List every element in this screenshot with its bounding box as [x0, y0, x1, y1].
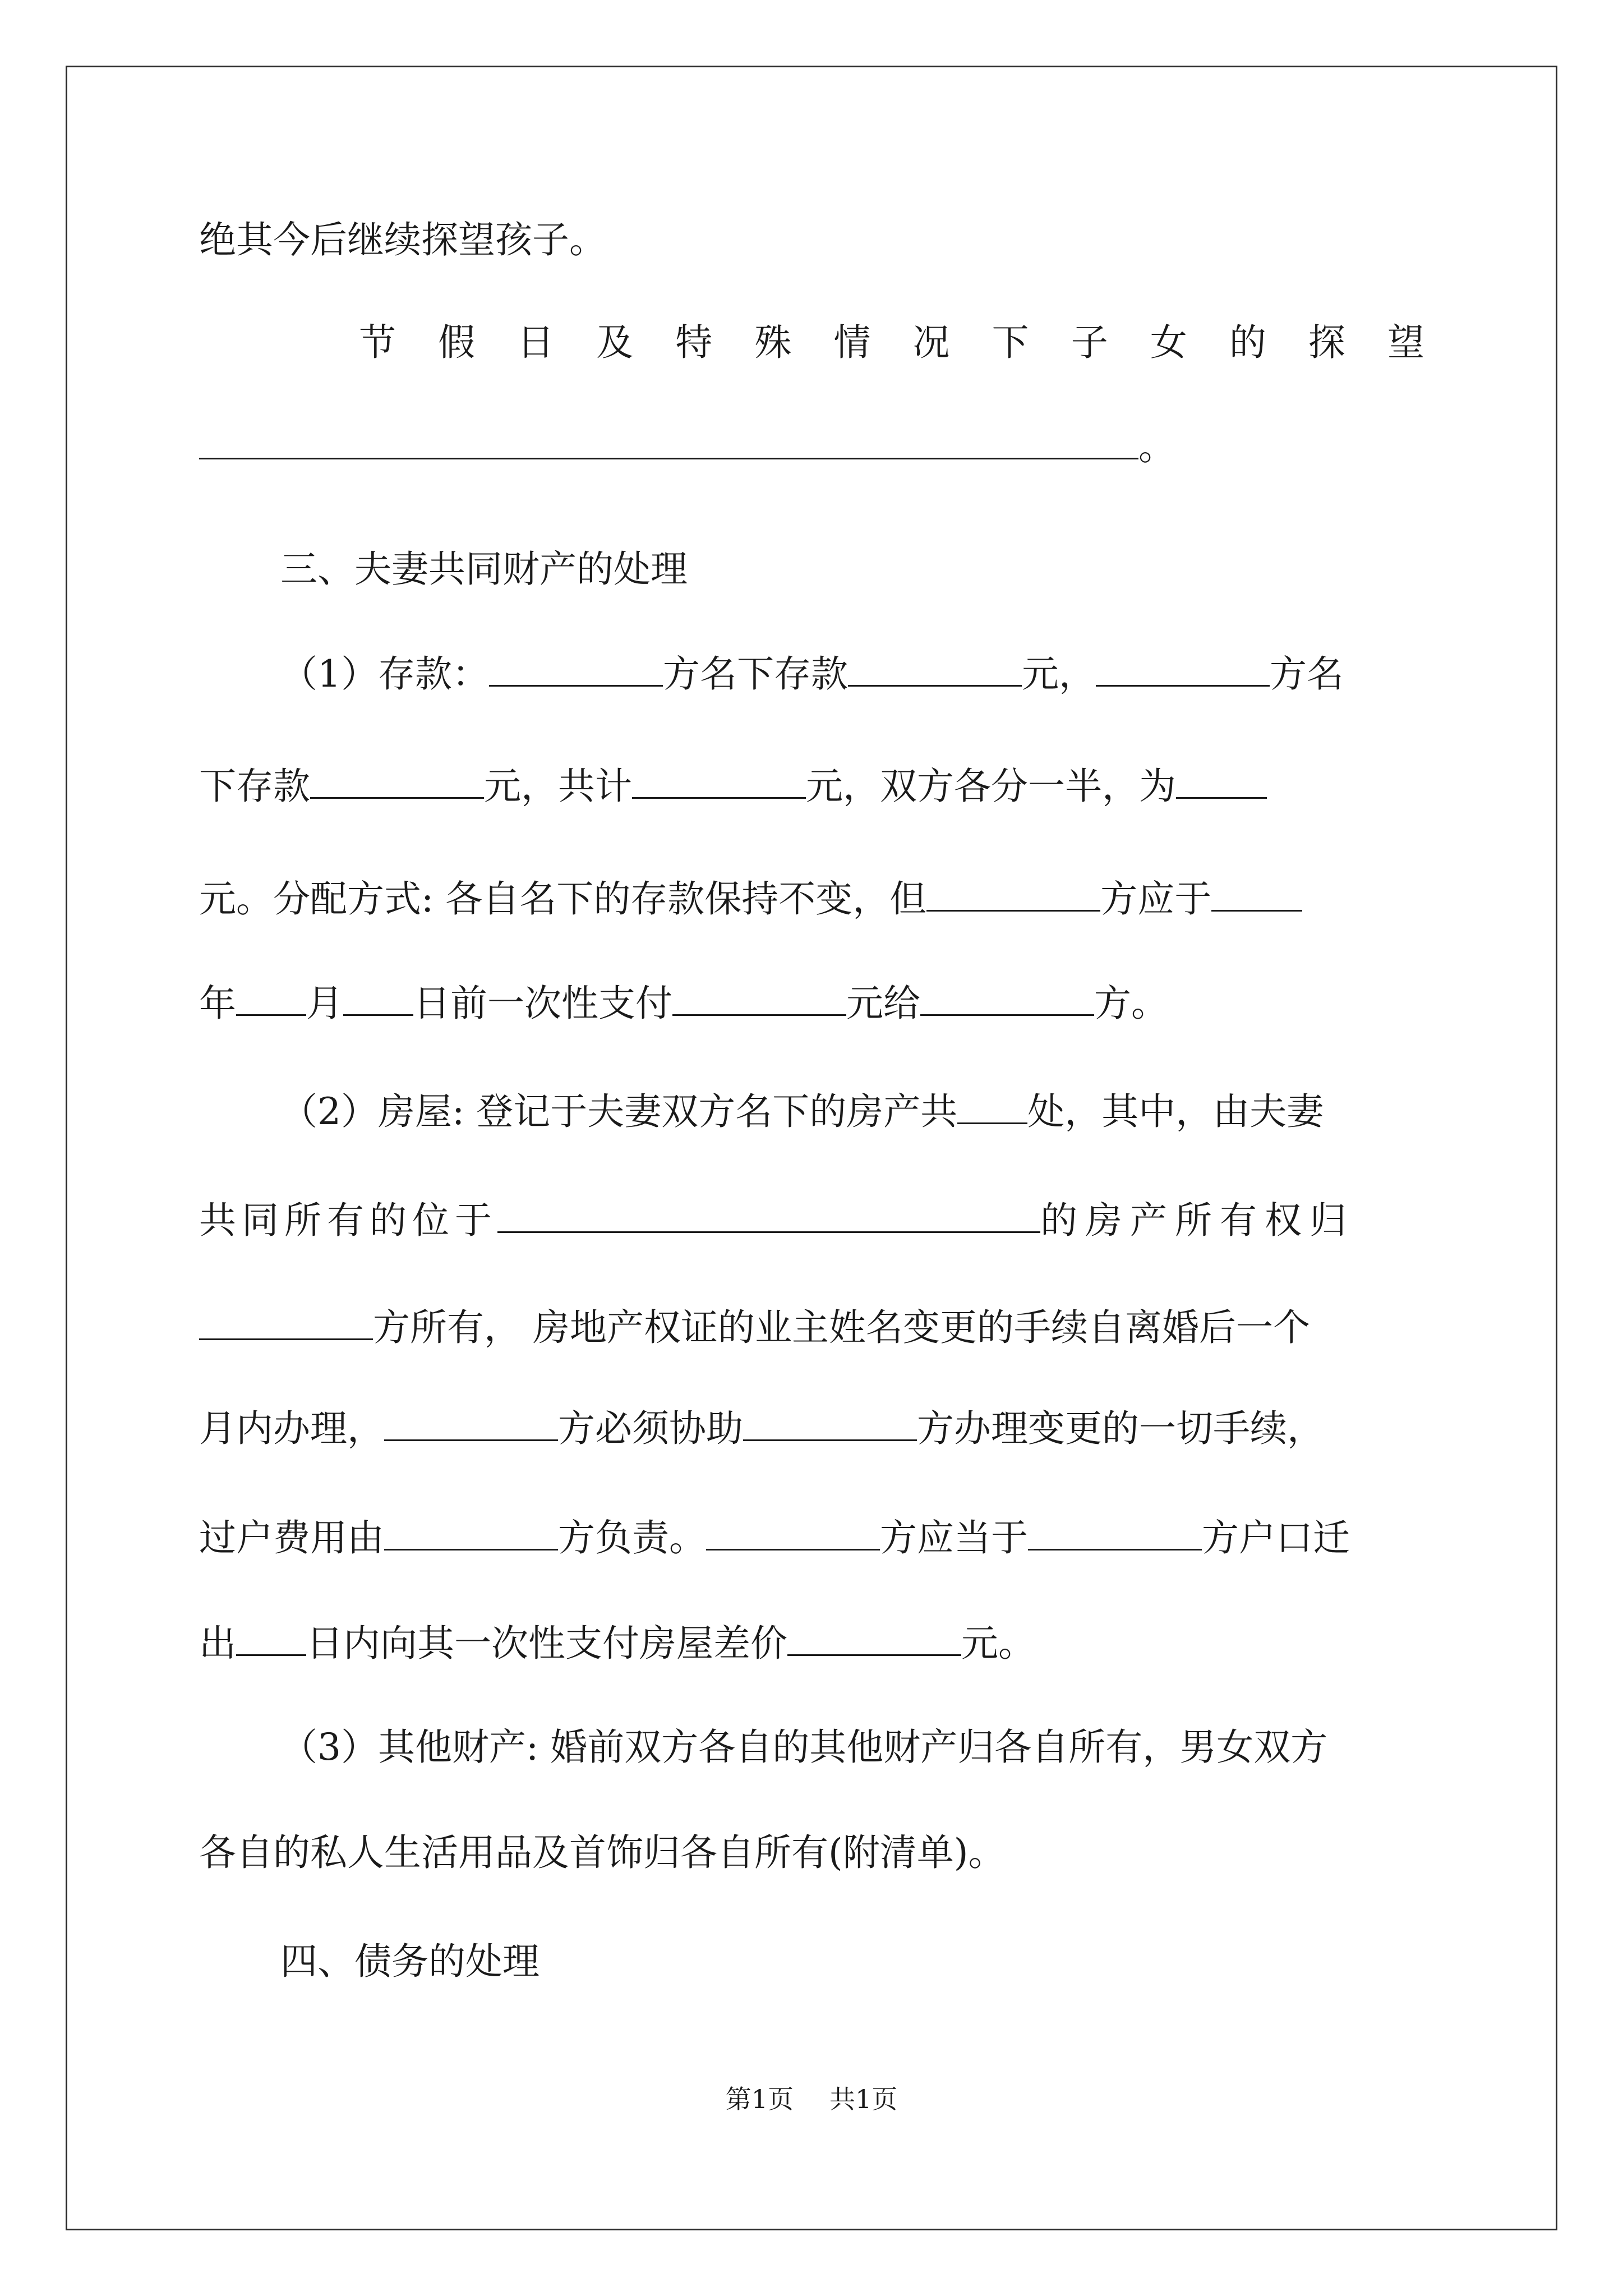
- fill-blank[interactable]: [920, 977, 1094, 1016]
- text-line: [199, 215, 1424, 265]
- text-segment: 方名: [1270, 652, 1344, 696]
- text-segment: 方所有， 房地产权证的业主姓名变更的手续自离婚后一个: [373, 1306, 1310, 1349]
- text-segment: （1）存款：: [280, 652, 489, 696]
- fill-blank[interactable]: [384, 1512, 558, 1550]
- paragraph-text: 绝其今后继续探望孩子。: [199, 218, 606, 261]
- text-segment: 方应于: [1100, 877, 1212, 921]
- text-line: [199, 1512, 1424, 1562]
- text-line: [199, 873, 1424, 923]
- text-line: [359, 318, 1424, 368]
- text-segment: （2）房屋: 登记于夫妻双方名下的房产共: [280, 1090, 958, 1133]
- text-line: [199, 1402, 1424, 1453]
- section-heading: [280, 544, 1506, 595]
- text-segment: 过户费用由: [199, 1516, 384, 1559]
- fill-blank[interactable]: [310, 760, 484, 799]
- text-segment: 方必须协助: [558, 1407, 743, 1450]
- text-segment: 月: [306, 982, 343, 1025]
- fill-blank[interactable]: [926, 873, 1100, 912]
- text-segment: 元，: [1022, 652, 1096, 696]
- text-segment: 方名下存款: [663, 652, 848, 696]
- text-segment: 元给: [846, 982, 920, 1025]
- page-number: 第1页: [725, 2084, 794, 2114]
- section-heading: [280, 1936, 1506, 1987]
- paragraph-text: 各自的私人生活用品及首饰归各自所有(附清单)。: [199, 1831, 1006, 1874]
- fill-blank[interactable]: [632, 760, 806, 799]
- fill-blank[interactable]: [236, 1617, 306, 1656]
- fill-blank[interactable]: [706, 1512, 880, 1550]
- text-line: [199, 1828, 1424, 1878]
- fill-blank[interactable]: [848, 648, 1022, 687]
- text-line: [280, 1085, 1424, 1136]
- text-segment: 方。: [1094, 982, 1168, 1025]
- text-segment: 的房产所有权归: [1040, 1199, 1354, 1242]
- text-segment: 年: [199, 982, 236, 1025]
- fill-blank[interactable]: [384, 1402, 558, 1441]
- fill-blank[interactable]: [236, 977, 306, 1016]
- text-segment: 元，双方各分一半，为: [806, 765, 1176, 808]
- fill-blank[interactable]: [787, 1617, 961, 1656]
- fill-blank[interactable]: [199, 421, 1138, 459]
- text-segment: 下存款: [199, 765, 310, 808]
- text-line: [199, 1194, 1424, 1245]
- paragraph-text: 节 假 日 及 特 殊 情 况 下 子 女 的 探 望: [359, 321, 1424, 364]
- page-footer: [0, 2082, 1623, 2116]
- text-segment: 方负责。: [558, 1516, 706, 1559]
- fill-blank[interactable]: [1211, 873, 1302, 912]
- text-segment: 方户口迁: [1202, 1516, 1350, 1559]
- heading-text: 三、夫妻共同财产的处理: [280, 547, 688, 591]
- fill-blank[interactable]: [743, 1402, 917, 1441]
- text-segment: 元，共计: [484, 765, 632, 808]
- fill-blank[interactable]: [1176, 760, 1267, 799]
- text-line: [199, 1301, 1424, 1352]
- text-segment: 出: [199, 1622, 236, 1665]
- text-segment: 日前一次性支付: [413, 982, 672, 1025]
- fill-blank[interactable]: [672, 977, 846, 1016]
- text-segment: 日内向其一次性支付房屋差价: [306, 1622, 787, 1665]
- fill-blank[interactable]: [1028, 1512, 1202, 1550]
- text-line: [199, 760, 1424, 811]
- paragraph-text: （3）其他财产: 婚前双方各自的其他财产归各自所有，男女双方: [280, 1726, 1328, 1769]
- text-segment: 元。: [961, 1622, 1035, 1665]
- fill-blank[interactable]: [497, 1194, 1040, 1233]
- fill-blank[interactable]: [957, 1085, 1027, 1124]
- fill-blank[interactable]: [489, 648, 663, 687]
- text-line: [199, 421, 1424, 471]
- text-segment: 元。分配方式: 各自名下的存款保持不变，但: [199, 877, 927, 921]
- text-line: [280, 648, 1424, 698]
- text-line: [199, 1617, 1424, 1668]
- page-total: 共1页: [829, 2084, 898, 2114]
- text-segment: 处，其中，由夫妻: [1027, 1090, 1324, 1133]
- fill-blank[interactable]: [343, 977, 413, 1016]
- text-line: [280, 1722, 1424, 1773]
- text-segment: 方应当于: [880, 1516, 1028, 1559]
- text-segment: 月内办理，: [199, 1407, 384, 1450]
- fill-blank[interactable]: [1096, 648, 1270, 687]
- text-segment: 方办理变更的一切手续，: [917, 1407, 1324, 1450]
- fill-blank[interactable]: [199, 1301, 373, 1340]
- text-line: [199, 977, 1424, 1028]
- text-segment: 共同所有的位于: [199, 1199, 497, 1242]
- heading-text: 四、债务的处理: [280, 1940, 540, 1983]
- punctuation: 。: [1138, 425, 1175, 468]
- page-border: [66, 66, 1557, 2230]
